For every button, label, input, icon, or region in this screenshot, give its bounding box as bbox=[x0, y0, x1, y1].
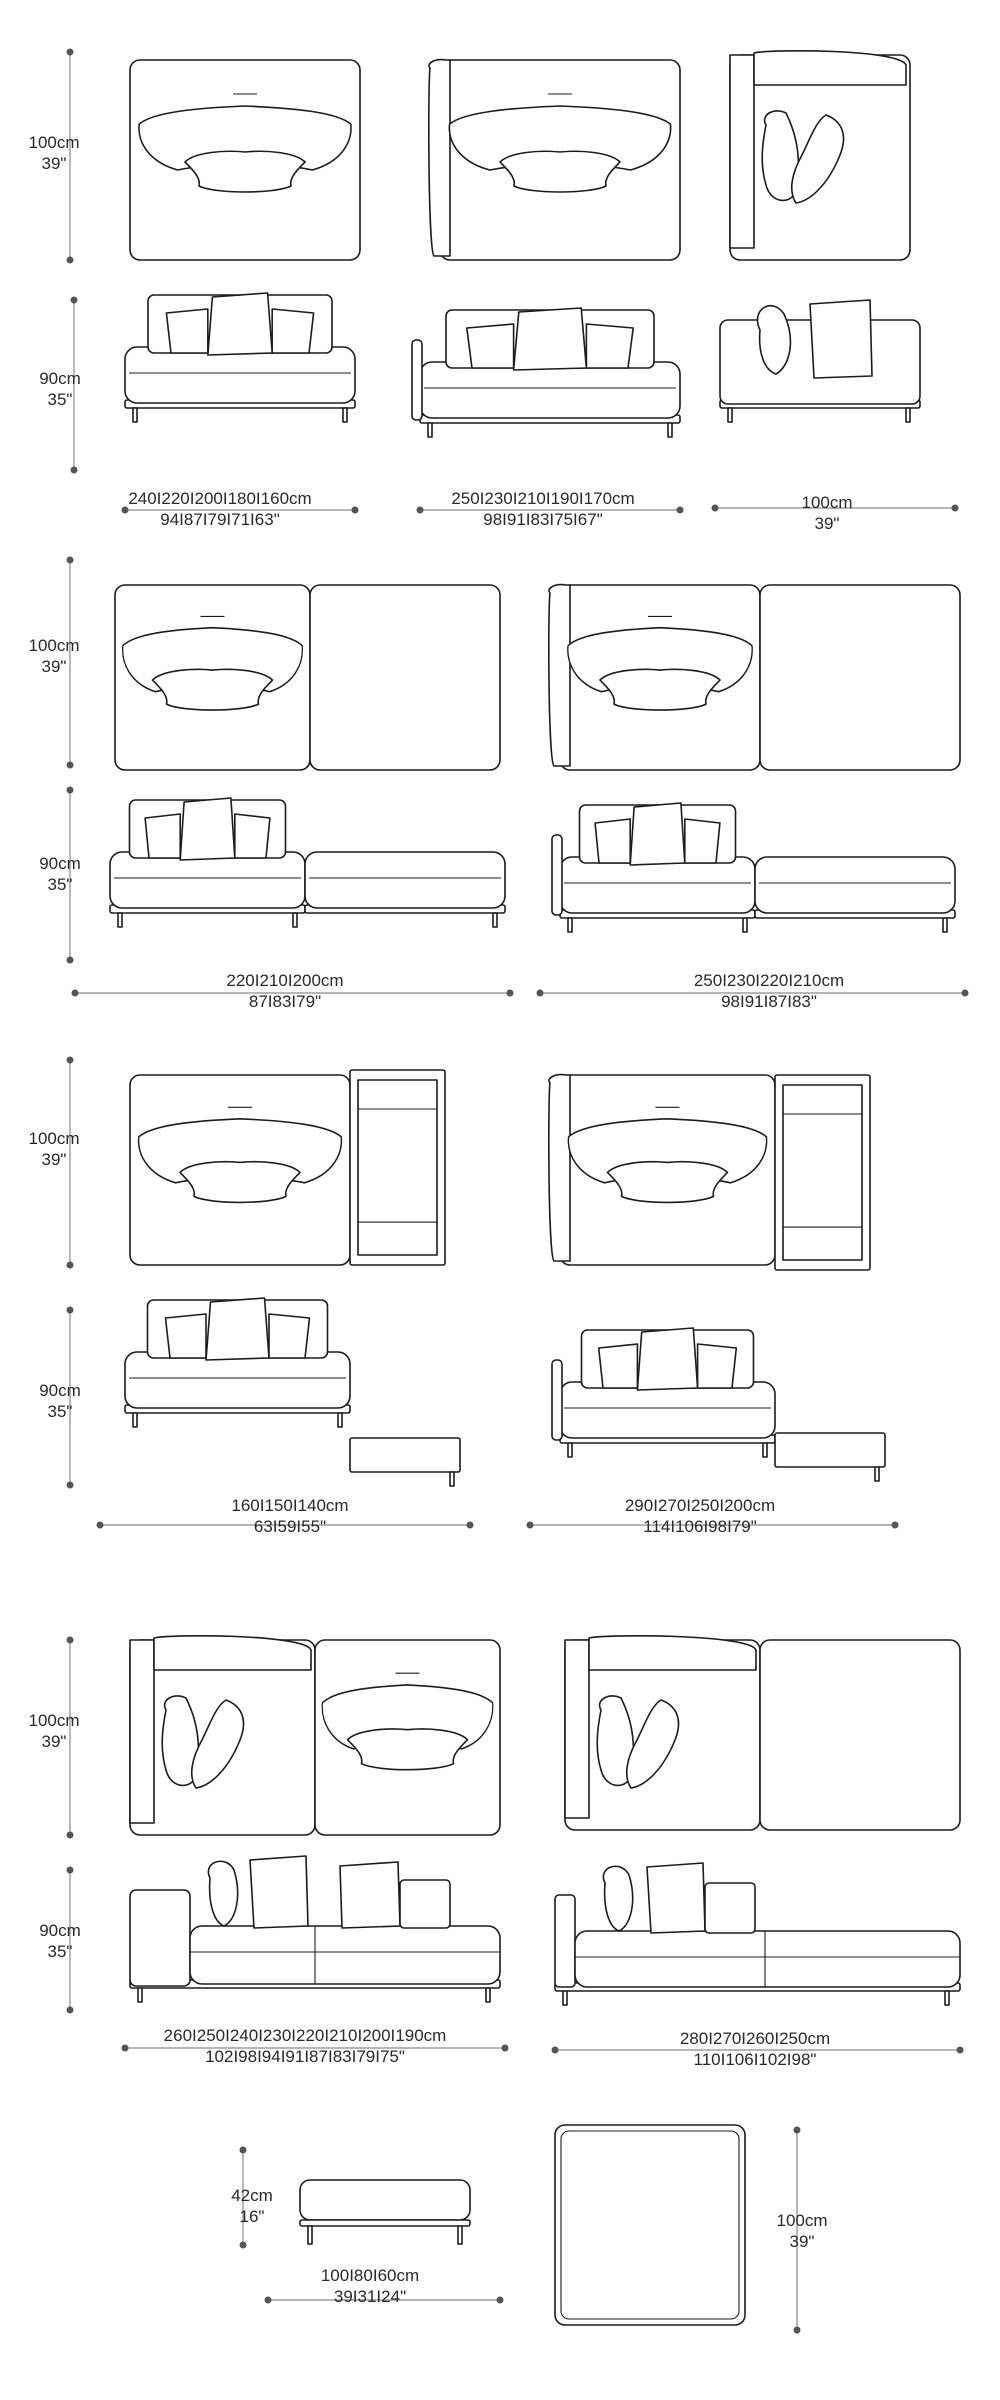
r4m2-width-label: 280I270I260I250cm 110I106I102I98" bbox=[679, 2029, 831, 2069]
front-pillow-right bbox=[685, 819, 720, 863]
corner-back-top bbox=[754, 51, 906, 85]
pillow-shape bbox=[500, 151, 620, 192]
row3-top-height-label: 100cm 39" bbox=[28, 1129, 80, 1169]
dim-end-dot bbox=[794, 2327, 801, 2334]
arm-left bbox=[549, 1075, 570, 1261]
front-pillow-center bbox=[206, 1298, 269, 1360]
seat-cushion bbox=[110, 852, 305, 908]
top-view-seat bbox=[315, 1640, 500, 1835]
dim-end-dot bbox=[67, 957, 74, 964]
arm-left-front bbox=[412, 340, 422, 420]
leg bbox=[563, 1991, 567, 2005]
top-view-corner bbox=[130, 1636, 315, 1835]
r1m2-width-label: 250I230I210I190I170cm 98I91I83I75I67" bbox=[451, 489, 635, 529]
r1m2-width-dim bbox=[417, 507, 684, 514]
front-view-seat bbox=[552, 1328, 775, 1457]
back-panel bbox=[400, 1880, 450, 1928]
leg bbox=[338, 1413, 342, 1427]
top-view-seat bbox=[429, 60, 680, 260]
dim-end-dot bbox=[67, 1057, 74, 1064]
ottoman-width-dim bbox=[265, 2297, 504, 2304]
top-view-corner bbox=[565, 1636, 760, 1830]
seat-pillow bbox=[348, 1729, 468, 1770]
front-pillow-center bbox=[630, 803, 685, 865]
row2-top-height-label: 100cm 39" bbox=[28, 636, 80, 676]
front-view-corner-chaise bbox=[555, 1863, 960, 2005]
r3m2-width-dim bbox=[527, 1522, 899, 1529]
front-pillow-right bbox=[586, 324, 633, 368]
pillow-front bbox=[603, 1866, 632, 1931]
front-pillow-center bbox=[208, 293, 272, 355]
ottoman-width-label: 100I80I60cm 39I31I24" bbox=[320, 2266, 420, 2306]
pillow-front bbox=[340, 1862, 400, 1928]
front-pillow-center bbox=[180, 798, 235, 860]
dim-end-dot bbox=[417, 507, 424, 514]
dim-end-dot bbox=[240, 2147, 247, 2154]
dim-end-dot bbox=[957, 2047, 964, 2054]
ottoman-top bbox=[555, 2125, 745, 2325]
dim-end-dot bbox=[467, 1522, 474, 1529]
front-view-side-table bbox=[775, 1433, 885, 1481]
leg bbox=[568, 918, 572, 932]
front-view-double-corner bbox=[130, 1856, 500, 2002]
dim-end-dot bbox=[265, 2297, 272, 2304]
r2m2-width-label: 250I230I220I210cm 98I91I87I83" bbox=[693, 971, 845, 1011]
leg bbox=[118, 913, 122, 927]
dim-end-dot bbox=[67, 49, 74, 56]
dim-end-dot bbox=[677, 507, 684, 514]
r2m1-width-label: 220I210I200cm 87I83I79" bbox=[226, 971, 344, 1011]
row1-top-height-label: 100cm 39" bbox=[28, 133, 80, 173]
top-view-seat bbox=[549, 585, 760, 770]
dim-end-dot bbox=[67, 787, 74, 794]
top-view-seat bbox=[115, 585, 310, 770]
pillow-shape bbox=[180, 1162, 300, 1203]
pillow-front bbox=[250, 1856, 308, 1928]
dim-end-dot bbox=[67, 1637, 74, 1644]
front-pillow-right bbox=[269, 1314, 310, 1358]
leg bbox=[875, 1467, 879, 1481]
seat-cushion bbox=[190, 1926, 500, 1984]
leg bbox=[138, 1988, 142, 2002]
dim-end-dot bbox=[67, 557, 74, 564]
arm-left-front bbox=[555, 1895, 575, 1987]
dim-end-dot bbox=[71, 297, 78, 304]
chaise-top-panel bbox=[760, 585, 960, 770]
leg bbox=[493, 913, 497, 927]
leg bbox=[458, 2226, 462, 2244]
row2-top-dim bbox=[67, 557, 74, 769]
back-panel bbox=[705, 1883, 755, 1933]
leg bbox=[308, 2226, 312, 2244]
front-view-corner bbox=[720, 300, 920, 422]
chaise-top-panel bbox=[760, 1640, 960, 1830]
row1-top-dim bbox=[67, 49, 74, 264]
arm-left bbox=[429, 60, 450, 256]
leg bbox=[728, 408, 732, 422]
front-pillow-center bbox=[637, 1328, 697, 1390]
leg bbox=[568, 1443, 572, 1457]
ottoman-height-label: 42cm 16" bbox=[231, 2186, 273, 2226]
corner-back bbox=[730, 55, 754, 248]
seat-cushion bbox=[125, 1352, 350, 1408]
front-pillow-left bbox=[145, 814, 180, 858]
leg bbox=[428, 423, 432, 437]
arm-left-front bbox=[552, 835, 562, 915]
corner-back bbox=[130, 1640, 154, 1823]
leg bbox=[343, 408, 347, 422]
chaise-top bbox=[760, 1640, 960, 1830]
r4m1-width-dim bbox=[122, 2045, 509, 2052]
dim-end-dot bbox=[507, 990, 514, 997]
corner-pillow-front-2 bbox=[810, 300, 872, 378]
arm-left bbox=[549, 585, 570, 766]
seat-pillow bbox=[180, 1162, 300, 1203]
front-view-seat bbox=[125, 1298, 350, 1427]
pillow-front bbox=[208, 1861, 237, 1926]
seat-cushion bbox=[560, 1382, 775, 1438]
r3m2-width-label: 290I270I250I200cm 114I106I98I79" bbox=[624, 1496, 776, 1536]
top-view-corner bbox=[730, 51, 910, 260]
dim-end-dot bbox=[67, 1832, 74, 1839]
dim-end-dot bbox=[67, 257, 74, 264]
seat-cushion bbox=[420, 362, 680, 418]
front-pillow-left bbox=[166, 309, 207, 353]
corner-block bbox=[130, 1890, 190, 1986]
pillow-shape bbox=[608, 1162, 728, 1203]
dim-end-dot bbox=[552, 2047, 559, 2054]
row1-front-dim bbox=[71, 297, 78, 474]
dim-end-dot bbox=[240, 2242, 247, 2249]
seat-cushion bbox=[575, 1931, 960, 1987]
seat-cushion bbox=[560, 857, 755, 913]
corner-back bbox=[565, 1640, 589, 1818]
dim-end-dot bbox=[122, 507, 129, 514]
dim-end-dot bbox=[502, 2045, 509, 2052]
leg bbox=[906, 408, 910, 422]
arm-left-front bbox=[552, 1360, 562, 1440]
ottoman-depth-label: 100cm 39" bbox=[776, 2211, 828, 2251]
corner-back-top bbox=[589, 1636, 756, 1670]
front-view-chaise bbox=[305, 852, 505, 927]
seat-pillow bbox=[608, 1162, 728, 1203]
chaise-top bbox=[760, 585, 960, 770]
dim-end-dot bbox=[67, 1867, 74, 1874]
chaise-cushion bbox=[755, 857, 955, 913]
ottoman-height-dim bbox=[240, 2147, 247, 2249]
front-pillow-left bbox=[599, 1344, 638, 1388]
row3-top-dim bbox=[67, 1057, 74, 1269]
seat-pillow bbox=[153, 669, 273, 710]
pillow-shape bbox=[600, 669, 720, 710]
dim-end-dot bbox=[352, 507, 359, 514]
front-pillow-left bbox=[595, 819, 630, 863]
row3-front-height-label: 90cm 35" bbox=[39, 1381, 81, 1421]
r2m1-width-dim bbox=[72, 990, 514, 997]
dim-end-dot bbox=[712, 505, 719, 512]
base-rail bbox=[300, 2220, 470, 2226]
row1-front-height-label: 90cm 35" bbox=[39, 369, 81, 409]
dim-end-dot bbox=[67, 2007, 74, 2014]
dim-end-dot bbox=[962, 990, 969, 997]
table-inset bbox=[358, 1080, 437, 1255]
leg bbox=[945, 1991, 949, 2005]
row4-front-height-label: 90cm 35" bbox=[39, 1921, 81, 1961]
corner-back-top bbox=[154, 1636, 311, 1670]
leg bbox=[486, 1988, 490, 2002]
front-pillow-center bbox=[514, 308, 587, 370]
row2-front-height-label: 90cm 35" bbox=[39, 854, 81, 894]
seat-pillow bbox=[185, 151, 305, 192]
leg bbox=[943, 918, 947, 932]
row3-front-dim bbox=[67, 1307, 74, 1489]
dim-end-dot bbox=[527, 1522, 534, 1529]
table-top bbox=[350, 1438, 460, 1472]
r1m3-width-dim bbox=[712, 505, 959, 512]
pillow-shape bbox=[348, 1729, 468, 1770]
r4m2-width-dim bbox=[552, 2047, 964, 2054]
dim-end-dot bbox=[67, 1307, 74, 1314]
dim-end-dot bbox=[71, 467, 78, 474]
dim-end-dot bbox=[97, 1522, 104, 1529]
seat-pillow bbox=[600, 669, 720, 710]
ottoman-cushion bbox=[300, 2180, 470, 2220]
dim-end-dot bbox=[892, 1522, 899, 1529]
front-view-chaise bbox=[755, 857, 955, 932]
chaise-top-panel bbox=[310, 585, 500, 770]
front-view-seat bbox=[552, 803, 755, 932]
table-inset bbox=[783, 1085, 862, 1260]
chaise-top bbox=[310, 585, 500, 770]
top-view-side-table bbox=[350, 1070, 445, 1265]
row4-front-dim bbox=[67, 1867, 74, 2014]
top-view-seat bbox=[549, 1075, 775, 1265]
front-view-seat bbox=[412, 308, 680, 437]
dim-end-dot bbox=[952, 505, 959, 512]
r1m1-width-dim bbox=[122, 507, 359, 514]
row4-top-dim bbox=[67, 1637, 74, 1839]
leg bbox=[133, 1413, 137, 1427]
r1m1-width-label: 240I220I200I180I160cm 94I87I79I71I63" bbox=[128, 489, 312, 529]
top-view-side-table bbox=[775, 1075, 870, 1270]
front-view-seat bbox=[125, 293, 355, 422]
dim-end-dot bbox=[72, 990, 79, 997]
pillow-shape bbox=[185, 151, 305, 192]
leg bbox=[450, 1472, 454, 1486]
seat-cushion bbox=[125, 347, 355, 403]
row2-front-dim bbox=[67, 787, 74, 964]
r1m3-width-label: 100cm 39" bbox=[801, 493, 853, 533]
ottoman-top-panel bbox=[555, 2125, 745, 2325]
leg bbox=[743, 918, 747, 932]
top-view-seat bbox=[130, 1075, 350, 1265]
dim-end-dot bbox=[537, 990, 544, 997]
front-pillow-right bbox=[698, 1344, 737, 1388]
dim-end-dot bbox=[122, 2045, 129, 2052]
chaise-cushion bbox=[305, 852, 505, 908]
dim-end-dot bbox=[67, 762, 74, 769]
seat-pillow bbox=[500, 151, 620, 192]
leg bbox=[668, 423, 672, 437]
r3m1-width-dim bbox=[97, 1522, 474, 1529]
front-view-seat bbox=[110, 798, 305, 927]
pillow-shape bbox=[153, 669, 273, 710]
leg bbox=[133, 408, 137, 422]
top-view-seat bbox=[130, 60, 360, 260]
front-pillow-right bbox=[272, 309, 313, 353]
row4-top-height-label: 100cm 39" bbox=[28, 1711, 80, 1751]
r2m2-width-dim bbox=[537, 990, 969, 997]
front-pillow-right bbox=[235, 814, 270, 858]
dim-end-dot bbox=[497, 2297, 504, 2304]
pillow-front bbox=[647, 1863, 705, 1933]
front-pillow-left bbox=[467, 324, 514, 368]
dim-end-dot bbox=[794, 2127, 801, 2134]
r4m1-width-label: 260I250I240I230I220I210I200I190cm 102I98I94I91I87I83I79I75" bbox=[163, 2026, 447, 2066]
dim-end-dot bbox=[67, 1482, 74, 1489]
front-view-side-table bbox=[350, 1438, 460, 1486]
dim-end-dot bbox=[67, 1262, 74, 1269]
front-pillow-left bbox=[166, 1314, 207, 1358]
leg bbox=[293, 913, 297, 927]
ottoman-front bbox=[300, 2180, 470, 2244]
table-top bbox=[775, 1433, 885, 1467]
r3m1-width-label: 160I150I140cm 63I59I55" bbox=[231, 1496, 349, 1536]
ottoman-depth-dim bbox=[794, 2127, 801, 2334]
leg bbox=[763, 1443, 767, 1457]
